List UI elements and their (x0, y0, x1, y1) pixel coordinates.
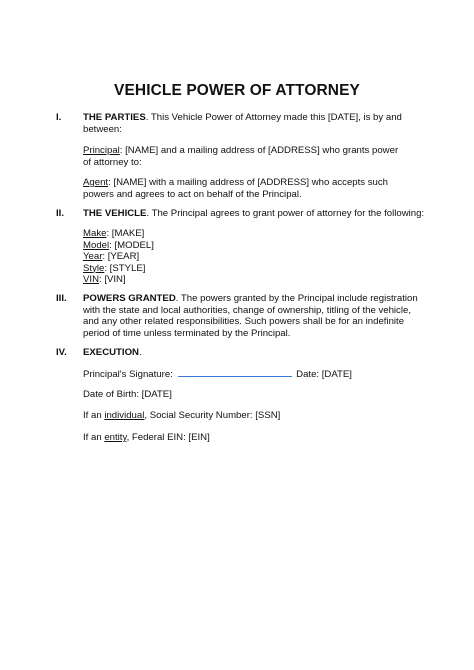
field-value: : [MODEL] (109, 239, 154, 251)
signature-line (83, 367, 352, 381)
vehicle-field-vin (83, 274, 423, 286)
powers-line4: period of time unless terminated by the Principal. (83, 327, 291, 339)
dob-line: Date of Birth: [DATE] (83, 389, 172, 400)
field-label: Make (83, 228, 107, 239)
field-label: Model (83, 239, 110, 251)
section-number: I. (56, 112, 62, 123)
agent-line1 (83, 177, 423, 189)
field-value: : [VIN] (99, 274, 126, 285)
section-heading: POWERS GRANTED (83, 293, 176, 304)
vehicle-intro-line (83, 208, 425, 220)
ssn-prefix: If an (83, 410, 105, 421)
section-heading: THE VEHICLE (83, 208, 147, 219)
agent-line2: powers and agrees to act on behalf of the Principal. (83, 188, 302, 200)
powers-line1 (83, 293, 421, 305)
field-label: Year (83, 251, 103, 262)
principal-line2: of attorney to: (83, 156, 142, 168)
field-label: Style (83, 262, 105, 274)
principal-line1 (83, 145, 423, 157)
entity-link: entity (104, 432, 127, 443)
parties-intro-line2: between: (83, 123, 122, 135)
individual-link: individual (104, 410, 145, 421)
powers-line2: with the state and local authorities, change of ownership, titling of the vehicle, (83, 304, 411, 316)
powers-text: . The powers granted by the Principal include registration (175, 293, 418, 304)
heading-suffix: . (138, 347, 142, 358)
ssn-suffix: , Social Security Number: [SSN] (144, 410, 281, 421)
vehicle-field-year (83, 251, 423, 263)
section-number: IV. (56, 347, 67, 358)
vehicle-field-make (83, 228, 423, 240)
vehicle-fields (83, 228, 423, 286)
field-value: : [YEAR] (102, 251, 140, 262)
ein-suffix: , Federal EIN: [EIN] (126, 432, 210, 443)
field-value: : [MAKE] (106, 228, 145, 239)
section-body (83, 347, 421, 359)
vehicle-intro-text: . The Principal agrees to grant power of attorney for the following: (146, 208, 425, 219)
agent-paragraph (83, 177, 423, 200)
section-body (83, 112, 421, 135)
agent-label: Agent (83, 177, 109, 188)
signature-date: Date: [DATE] (296, 369, 352, 380)
principal-text: : [NAME] and a mailing address of [ADDRESS] who grants power (119, 145, 399, 156)
field-value: : [STYLE] (104, 262, 146, 274)
vehicle-field-model (83, 240, 423, 252)
principal-paragraph (83, 145, 423, 168)
powers-line3: and any other related responsibilities. Such powers shall be for an indefinite (83, 316, 405, 327)
ein-line (83, 432, 210, 444)
section-heading: EXECUTION (83, 347, 139, 358)
ein-prefix: If an (83, 432, 105, 443)
section-heading: THE PARTIES (83, 112, 146, 123)
parties-intro-line1 (83, 112, 421, 124)
field-label: VIN (83, 274, 99, 285)
ssn-line (83, 410, 280, 422)
signature-field[interactable] (178, 367, 292, 377)
section-body (83, 293, 421, 339)
principal-label: Principal (83, 145, 120, 156)
signature-label: Principal's Signature: (83, 369, 173, 380)
vehicle-field-style (83, 263, 423, 275)
parties-intro-text: . This Vehicle Power of Attorney made this [DATE], is by and (145, 112, 402, 123)
agent-text: : [NAME] with a mailing address of [ADDRESS] who accepts such (108, 177, 389, 188)
section-number: II. (56, 208, 64, 219)
document-title: VEHICLE POWER OF ATTORNEY (114, 82, 360, 99)
section-number: III. (56, 293, 67, 304)
section-body (83, 208, 425, 220)
execution-heading-line (83, 347, 421, 359)
